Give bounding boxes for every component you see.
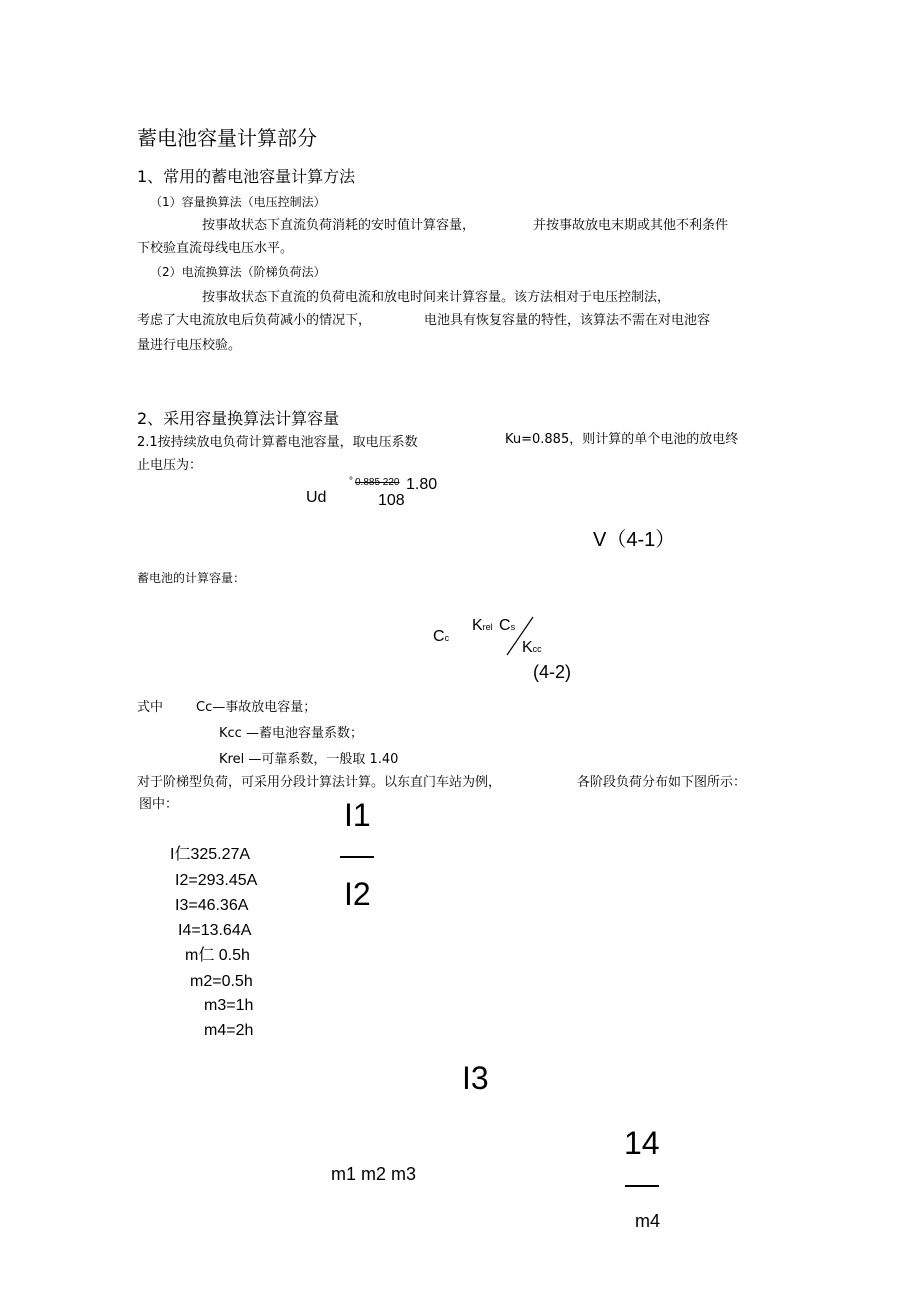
formula2-lhs: Cc [433, 628, 450, 645]
value-i3: I3=46.36A [175, 897, 249, 914]
value-m2: m2=0.5h [190, 973, 253, 990]
diagram-m4: m4 [635, 1211, 661, 1231]
document-title: 蓄电池容量计算部分 [137, 126, 317, 150]
method2-line2-b: 电池具有恢复容量的特性，该算法不需在对电池容 [424, 313, 711, 328]
method2-line2-a: 考虑了大电流放电后负荷减小的情况下， [137, 313, 372, 328]
method1-line1-a: 按事故状态下直流负荷消耗的安时值计算容量， [202, 218, 476, 233]
definition-krel: Krel —可靠系数，一般取 1.40 [219, 752, 399, 767]
diagram-m-row: m1 m2 m3 [331, 1164, 417, 1184]
capacity-label: 蓄电池的计算容量： [137, 571, 246, 585]
value-m3: m3=1h [204, 997, 254, 1014]
value-i4: I4=13.64A [178, 922, 252, 939]
method2-line1: 按事故状态下直流的负荷电流和放电时间来计算容量。该方法相对于电压控制法， [202, 290, 671, 305]
diagram-dash-1 [340, 856, 374, 858]
value-i1: I仁325.27A [170, 846, 251, 863]
stair-line-a: 对于阶梯型负荷，可采用分段计算法计算。以东直门车站为例， [137, 775, 502, 790]
formula2-c-s: Cs [499, 617, 516, 634]
method1-label: （1）容量换算法（电压控制法） [150, 195, 326, 209]
formula2-k-cc: Kcc [522, 639, 542, 656]
diagram-i1: I1 [344, 797, 371, 833]
diagram-i3: I3 [462, 1060, 489, 1096]
diagram-dash-2 [625, 1185, 659, 1187]
method1-line1-b: 并按事故放电末期或其他不利条件 [533, 218, 729, 233]
value-m1: m仁 0.5h [185, 947, 250, 964]
formula2-k-rel: Krel [472, 617, 493, 634]
definition-kcc: Kcc —蓄电池容量系数； [219, 726, 363, 741]
formula1-lhs: Ud [306, 489, 327, 506]
diagram-i2: I2 [344, 876, 371, 912]
formula1-numerator-prefix: ° [349, 476, 353, 487]
definitions-prefix: 式中 [137, 700, 164, 715]
formula1-result: 1.80 [406, 476, 438, 493]
definition-cc: Cc—事故放电容量； [196, 700, 317, 715]
formula1-numerator: 0.885 220 [355, 477, 400, 488]
stair-line-b: 各阶段负荷分布如下图所示： [577, 775, 747, 790]
value-m4: m4=2h [204, 1022, 254, 1039]
section2-para-a: 2.1按持续放电负荷计算蓄电池容量，取电压系数 [137, 435, 418, 450]
section2-heading: 2、采用容量换算法计算容量 [137, 409, 340, 428]
method1-line2: 下校验直流母线电压水平。 [137, 241, 294, 256]
diagram-i4: 14 [624, 1125, 660, 1161]
formula1-denominator: 108 [378, 492, 405, 509]
formula2-label: (4-2) [533, 662, 572, 682]
section1-heading: 1、常用的蓄电池容量计算方法 [137, 167, 356, 186]
formula1-unit-label: V（4-1） [593, 529, 676, 551]
section2-para-b: Ku=0.885，则计算的单个电池的放电终 [505, 432, 739, 447]
method2-line3: 量进行电压校验。 [137, 338, 242, 353]
value-i2: I2=293.45A [175, 872, 258, 889]
method2-label: （2）电流换算法（阶梯负荷法） [150, 265, 326, 279]
figure-label: 图中： [139, 797, 179, 812]
section2-para-c: 止电压为： [137, 458, 203, 473]
